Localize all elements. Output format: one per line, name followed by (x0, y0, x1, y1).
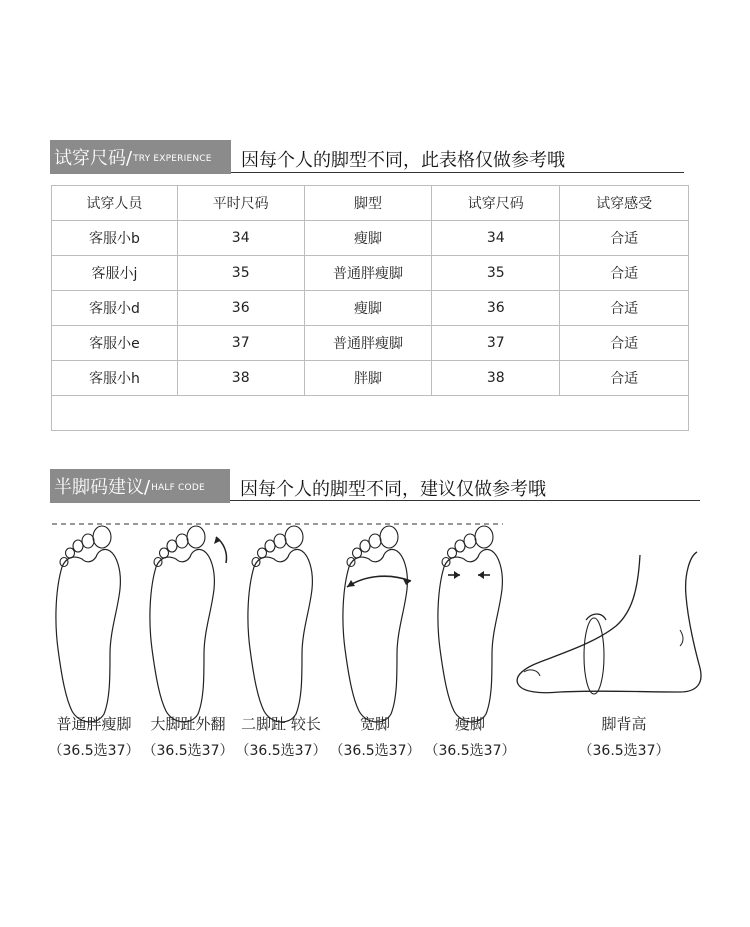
table-cell: 合适 (560, 221, 689, 256)
table-cell: 客服小b (52, 221, 178, 256)
column-header: 平时尺码 (177, 186, 304, 221)
half-size-tag-subtitle: HALF CODE (151, 483, 205, 493)
column-header: 脚型 (304, 186, 432, 221)
table-cell: 客服小h (52, 361, 178, 396)
foot-range: （36.5选37） (235, 743, 327, 759)
table-cell: 38 (177, 361, 304, 396)
table-cell: 34 (432, 221, 560, 256)
table-cell: 38 (432, 361, 560, 396)
foot-label: 宽脚 (359, 715, 390, 733)
table-cell: 合适 (560, 256, 689, 291)
foot-bunion-icon (150, 526, 227, 722)
foot-range: （36.5选37） (424, 743, 516, 759)
table-cell: 客服小e (52, 326, 178, 361)
foot-range: （36.5选37） (329, 743, 421, 759)
trial-tag-title: 试穿尺码/ (54, 148, 133, 169)
column-header: 试穿感受 (560, 186, 689, 221)
table-cell: 36 (177, 291, 304, 326)
table-cell: 35 (177, 256, 304, 291)
table-cell: 普通胖瘦脚 (304, 256, 432, 291)
table-cell: 瘦脚 (304, 221, 432, 256)
trial-tag-subtitle: TRY EXPERIENCE (133, 154, 212, 164)
table-cell: 合适 (560, 291, 689, 326)
table-cell: 胖脚 (304, 361, 432, 396)
table-cell: 37 (177, 326, 304, 361)
foot-range: （36.5选37） (142, 743, 234, 759)
half-size-note: 因每个人的脚型不同，建议仅做参考哦 (240, 479, 546, 500)
trial-note: 因每个人的脚型不同，此表格仅做参考哦 (241, 150, 565, 171)
table-cell: 35 (432, 256, 560, 291)
table-cell: 客服小j (52, 256, 178, 291)
foot-normal-icon (56, 526, 120, 722)
foot-wide-icon (343, 526, 411, 722)
foot-label: 二脚趾 较长 (241, 715, 321, 733)
foot-range: （36.5选37） (578, 743, 670, 759)
foot-label: 瘦脚 (454, 715, 485, 733)
foot-high-instep-icon (517, 552, 701, 694)
foot-range: （36.5选37） (48, 743, 140, 759)
table-cell: 客服小d (52, 291, 178, 326)
column-header: 试穿人员 (52, 186, 178, 221)
foot-label: 脚背高 (601, 715, 647, 733)
foot-label: 普通胖瘦脚 (56, 715, 132, 733)
table-cell: 37 (432, 326, 560, 361)
foot-label: 大脚趾外翻 (150, 715, 226, 733)
table-cell: 普通胖瘦脚 (304, 326, 432, 361)
foot-long-second-toe-icon (248, 526, 312, 722)
table-cell: 合适 (560, 326, 689, 361)
table-cell: 36 (432, 291, 560, 326)
half-size-tag-title: 半脚码建议/ (54, 477, 151, 498)
table-cell: 34 (177, 221, 304, 256)
table-cell: 合适 (560, 361, 689, 396)
foot-narrow-icon (438, 526, 502, 722)
table-cell: 瘦脚 (304, 291, 432, 326)
column-header: 试穿尺码 (432, 186, 560, 221)
